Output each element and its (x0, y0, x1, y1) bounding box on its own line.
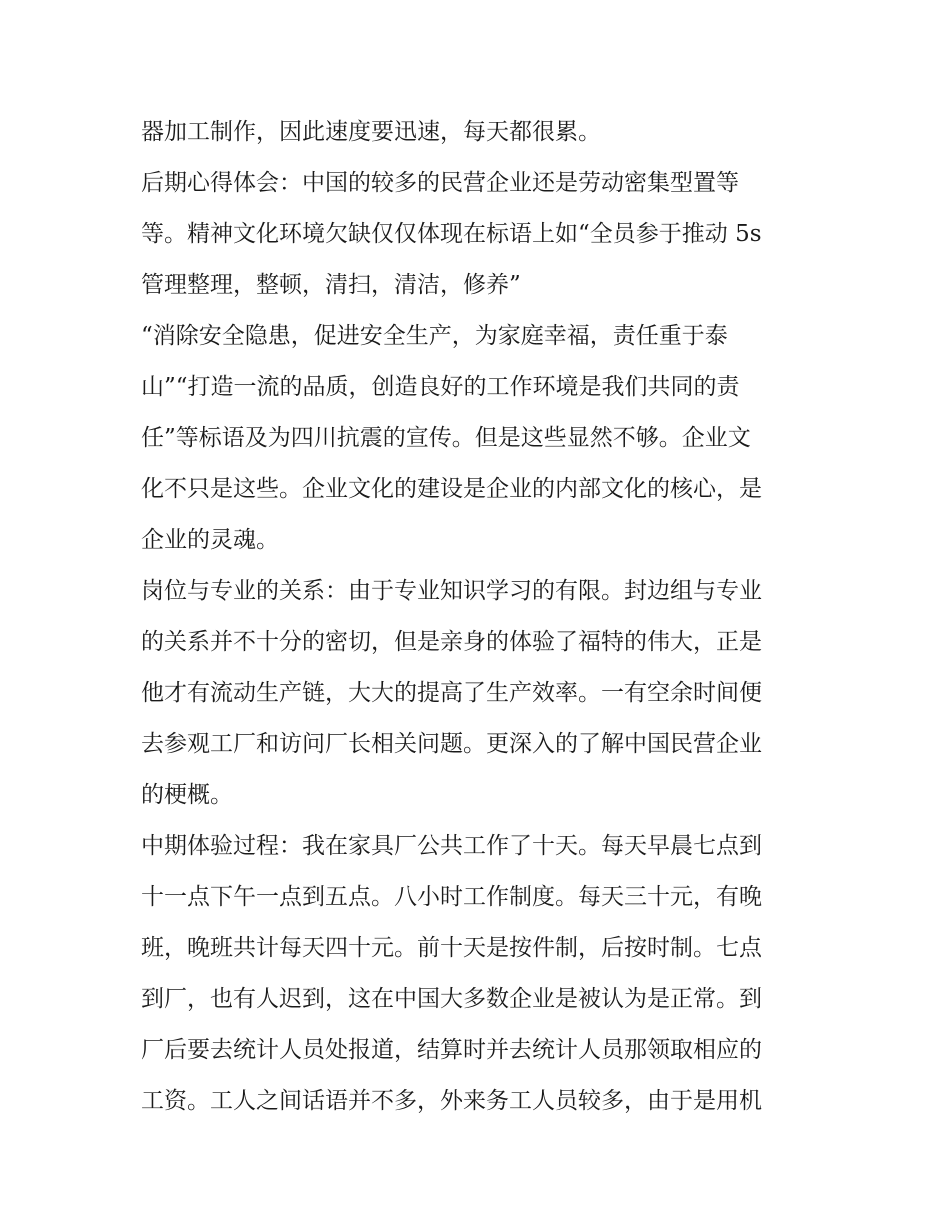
text-line-8: 化不只是这些。企业文化的建设是企业的内部文化的核心，是 (141, 476, 762, 502)
text-line-2: 后期心得体会：中国的较多的民营企业还是劳动密集型置等 (141, 170, 739, 196)
text-line-13: 去参观工厂和访问厂长相关问题。更深入的了解中国民营企业 (141, 731, 762, 757)
text-line-7: 任”等标语及为四川抗震的宣传。但是这些显然不够。企业文 (141, 425, 751, 451)
text-line-3: 等。精神文化环境欠缺仅仅体现在标语上如“全员参于推动 5s (141, 221, 762, 247)
text-line-20: 工资。工人之间话语并不多，外来务工人员较多，由于是用机 (141, 1088, 762, 1114)
text-line-16: 十一点下午一点到五点。八小时工作制度。每天三十元，有晚 (141, 884, 762, 910)
text-line-17: 班，晚班共计每天四十元。前十天是按件制，后按时制。七点 (141, 935, 762, 961)
text-line-15: 中期体验过程：我在家具厂公共工作了十天。每天早晨七点到 (141, 833, 762, 859)
text-line-14: 的梗概。 (141, 782, 233, 808)
text-line-5: “消除安全隐患，促进安全生产，为家庭幸福，责任重于泰 (141, 323, 728, 349)
text-line-9: 企业的灵魂。 (141, 527, 279, 553)
text-line-19: 厂后要去统计人员处报道，结算时并去统计人员那领取相应的 (141, 1037, 762, 1063)
text-line-11: 的关系并不十分的密切，但是亲身的体验了福特的伟大，正是 (141, 629, 762, 655)
text-line-6: 山”“打造一流的品质，创造良好的工作环境是我们共同的责 (141, 374, 740, 400)
text-line-4: 管理整理，整顿，清扫，清洁，修养” (141, 272, 521, 298)
document-body (141, 107, 817, 1127)
text-line-18: 到厂，也有人迟到，这在中国大多数企业是被认为是正常。到 (141, 986, 762, 1012)
text-line-10: 岗位与专业的关系：由于专业知识学习的有限。封边组与专业 (141, 578, 762, 604)
text-line-1: 器加工制作，因此速度要迅速，每天都很累。 (141, 119, 601, 145)
text-line-12: 他才有流动生产链，大大的提高了生产效率。一有空余时间便 (141, 680, 762, 706)
